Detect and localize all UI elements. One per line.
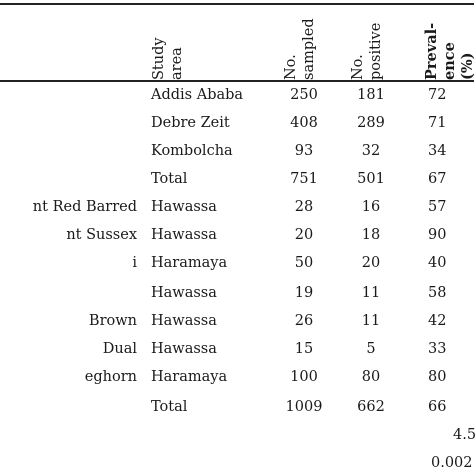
positive-cell: 662 <box>357 399 385 415</box>
prevalence-cell: 80 <box>428 369 447 385</box>
header-prevalence-line3: (%) <box>459 52 476 80</box>
header-prevalence-line2: ence <box>441 42 458 80</box>
positive-cell: 5 <box>366 341 376 357</box>
prevalence-cell: 57 <box>428 199 447 215</box>
positive-cell: 11 <box>361 313 381 329</box>
positive-cell: 11 <box>361 285 381 301</box>
table-row <box>0 280 474 306</box>
table-row <box>0 222 474 248</box>
positive-cell: 32 <box>361 143 381 159</box>
breed-cell: nt Sussex <box>66 227 137 243</box>
table-row <box>0 336 474 362</box>
study-area-cell: Hawassa <box>151 341 217 357</box>
header-positive-line1: No. <box>350 54 366 80</box>
table-row <box>0 308 474 334</box>
sampled-cell: 250 <box>290 87 318 103</box>
p-value: 0.002 <box>431 455 473 471</box>
sampled-cell: 100 <box>290 369 318 385</box>
positive-cell: 181 <box>357 87 385 103</box>
positive-cell: 20 <box>361 255 381 271</box>
table-row <box>0 110 474 136</box>
sampled-cell: 1009 <box>285 399 323 415</box>
breed-cell: eghorn <box>84 369 137 385</box>
header-no-positive <box>350 0 384 80</box>
header-no-sampled <box>283 0 317 80</box>
table-row <box>0 394 474 420</box>
prevalence-cell: 66 <box>428 399 447 415</box>
prevalence-cell: 71 <box>428 115 447 131</box>
header-prevalence <box>423 0 476 80</box>
prevalence-cell: 58 <box>428 285 447 301</box>
header-top-rule <box>0 3 474 5</box>
header-sampled-line2: sampled <box>301 18 317 80</box>
prevalence-cell: 90 <box>428 227 447 243</box>
sampled-cell: 751 <box>290 171 318 187</box>
header-positive-line2: positive <box>368 22 384 80</box>
study-area-cell: Hawassa <box>151 199 217 215</box>
positive-cell: 501 <box>357 171 385 187</box>
positive-cell: 16 <box>361 199 381 215</box>
study-area-cell: Hawassa <box>151 313 217 329</box>
sampled-cell: 15 <box>294 341 314 357</box>
prevalence-cell: 33 <box>428 341 447 357</box>
study-area-cell: Kombolcha <box>151 143 233 159</box>
prevalence-cell: 42 <box>428 313 447 329</box>
sampled-cell: 50 <box>294 255 314 271</box>
study-area-cell: Hawassa <box>151 285 217 301</box>
study-area-cell: Haramaya <box>151 369 228 385</box>
sampled-cell: 28 <box>294 199 314 215</box>
breed-cell: Dual <box>102 341 137 357</box>
study-area-cell: Debre Zeit <box>151 115 230 131</box>
table-row <box>0 194 474 220</box>
sampled-cell: 26 <box>294 313 314 329</box>
chi-square-value: 4.5 <box>453 427 476 443</box>
prevalence-cell: 72 <box>428 87 447 103</box>
study-area-cell: Total <box>151 399 188 415</box>
prevalence-cell: 67 <box>428 171 447 187</box>
prevalence-cell: 34 <box>428 143 447 159</box>
table-row <box>0 82 474 108</box>
table-row <box>0 364 474 390</box>
breed-cell: Brown <box>88 313 137 329</box>
sampled-cell: 93 <box>294 143 314 159</box>
positive-cell: 18 <box>361 227 381 243</box>
table-row <box>0 250 474 276</box>
study-area-cell: Haramaya <box>151 255 228 271</box>
header-study-area <box>151 0 185 80</box>
study-area-cell: Total <box>151 171 188 187</box>
positive-cell: 289 <box>357 115 385 131</box>
header-study-area-line1: Study <box>151 37 167 80</box>
header-prevalence-line1: Preval- <box>423 22 440 80</box>
sampled-cell: 408 <box>290 115 318 131</box>
breed-cell: i <box>132 255 137 271</box>
sampled-cell: 20 <box>294 227 314 243</box>
study-area-cell: Addis Ababa <box>151 87 244 103</box>
study-area-cell: Hawassa <box>151 227 217 243</box>
positive-cell: 80 <box>361 369 381 385</box>
table-row <box>0 166 474 192</box>
prevalence-cell: 40 <box>428 255 447 271</box>
header-study-area-line2: area <box>169 47 185 80</box>
header-sampled-line1: No. <box>283 54 299 80</box>
breed-cell: nt Red Barred <box>32 199 137 215</box>
table-row <box>0 138 474 164</box>
sampled-cell: 19 <box>294 285 314 301</box>
